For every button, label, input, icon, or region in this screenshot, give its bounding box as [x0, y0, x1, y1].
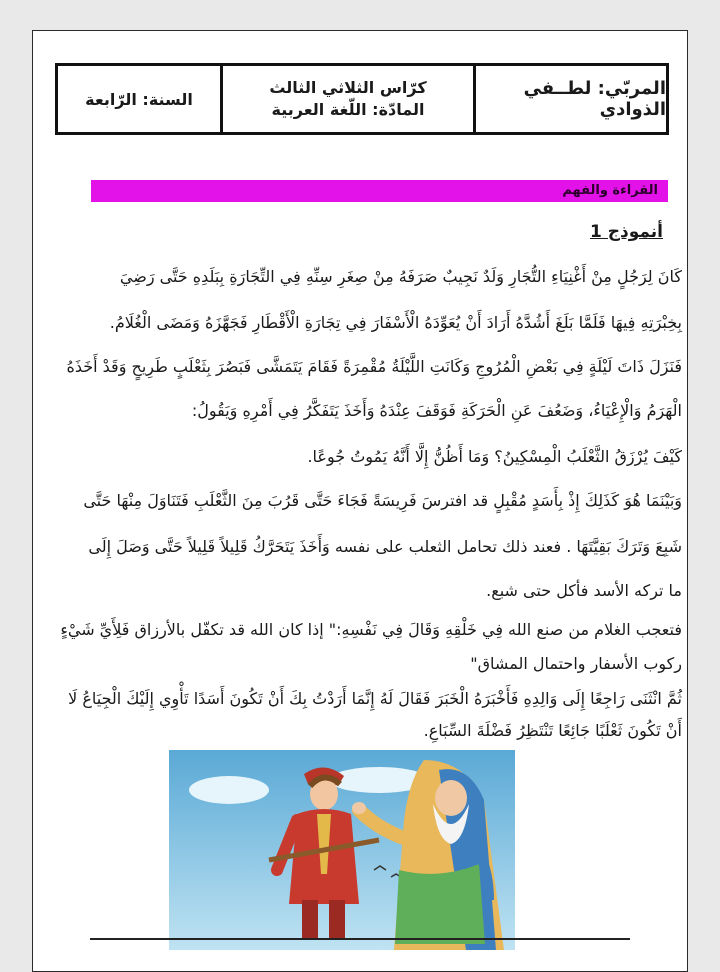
section-bar: القراءة والفهم [91, 180, 668, 202]
subject-label: المادّة: اللّغة العربية [271, 100, 425, 119]
story-line: فَنَزَلَ ذَاتَ لَيْلَةٍ فِي بَعْضِ الْمُرُوجِ وَكَانَتِ اللَّيْلَةُ مُقْمِرَةً فَقَامَ يَتَمَشَّى فَبَصُرَ بِثَعْلَبٍ طَرِيحٍ وَقَدْ أَخَذَهُ [66, 357, 682, 376]
story-line: أَنْ تَكُونَ ثَعْلَبًا جَائِعًا تَنْتَظِرُ فَضْلَةَ السِّبَاعِ. [423, 721, 682, 740]
story-line: كَيْفَ يُرْزَقُ الثَّعْلَبُ الْمِسْكِينُ؟ وَمَا أَظُنُّ إِلَّا أَنَّهُ يَمُوتُ جُوعًا. [307, 447, 682, 466]
story-line: وَبَيْنَمَا هُوَ كَذَلِكَ إِذْ بِأَسَدٍ مُقْبِلٍ قد افترسَ فَرِيسَةً فَجَاءَ حَتَّى قَرُبَ مِنَ الثَّعْلَبِ فَتَنَاوَلَ مِنْهَا حَتَّى [83, 491, 682, 510]
story-line: ثُمَّ انْثَنَى رَاجِعًا إِلَى وَالِدِهِ فَأَخْبَرَهُ الْخَبَرَ فَقَالَ لَهُ إِنَّمَا أَرَدْتُ بِكَ أَنْ تَكُونَ أَسَدًا تَأْوِي إِلَيْكَ الْجِيَاعُ لَا [68, 689, 682, 708]
header-table [55, 63, 669, 135]
story-line: الْهَرَمُ وَالْإِعْيَاءُ، وَضَعُفَ عَنِ الْحَرَكَةِ فَوَقَفَ عِنْدَهُ وَأَخَذَ يَتَفَكَّرُ فِي أَمْرِهِ وَيَقُولُ: [191, 401, 682, 420]
model-title: أنموذج 1 [589, 222, 663, 242]
story-line: ما تركه الأسد فأكل حتى شبع. [486, 581, 682, 600]
story-line: ركوب الأسفار واحتمال المشاق" [470, 654, 682, 673]
boy-and-old-man-illustration [169, 750, 515, 950]
notebook-subject-cell [220, 66, 473, 132]
bottom-divider [90, 938, 630, 940]
teacher-name: المربّي: لطــفي الذوادي [473, 66, 666, 132]
story-line: بِخِبْرَتِهِ فِيهَا فَلَمَّا بَلَغَ أَشُدَّهُ أَرَادَ أَنْ يُعَوِّدَهُ الْأَسْفَارَ فِي تِجَارَةِ الْأَقْطَارِ فَجَهَّزَهُ وَمَضَى الْغُلَامُ. [109, 313, 682, 332]
story-line: فتعجب الغلام من صنع الله فِي خَلْقِهِ وَقَالَ فِي نَفْسِهِ:" إذا كان الله قد تكفّل بالأرزاق فَلِأَيِّ شَيْءٍ [60, 620, 682, 639]
year-label: السنة: الرّابعة [85, 89, 193, 109]
story-line: كَانَ لِرَجُلٍ مِنْ أَغْنِيَاءِ التُّجَارِ وَلَدٌ نَجِيبٌ صَرَفَهُ مِنْ صِغَرِ سِنِّهِ فِي التِّجَارَةِ بِبَلَدِهِ حَتَّى رَضِيَ [119, 267, 682, 286]
story-line: شَبِعَ وَتَرَكَ بَقِيَّتَهَا . فعند ذلك تحامل الثعلب على نفسه وَأَخَذَ يَتَحَرَّكُ قَلِيلاً قَلِيلاً حَتَّى وَصَلَ إِلَى [88, 537, 682, 556]
notebook-title: كرّاس الثلاثي الثالث [269, 78, 427, 97]
